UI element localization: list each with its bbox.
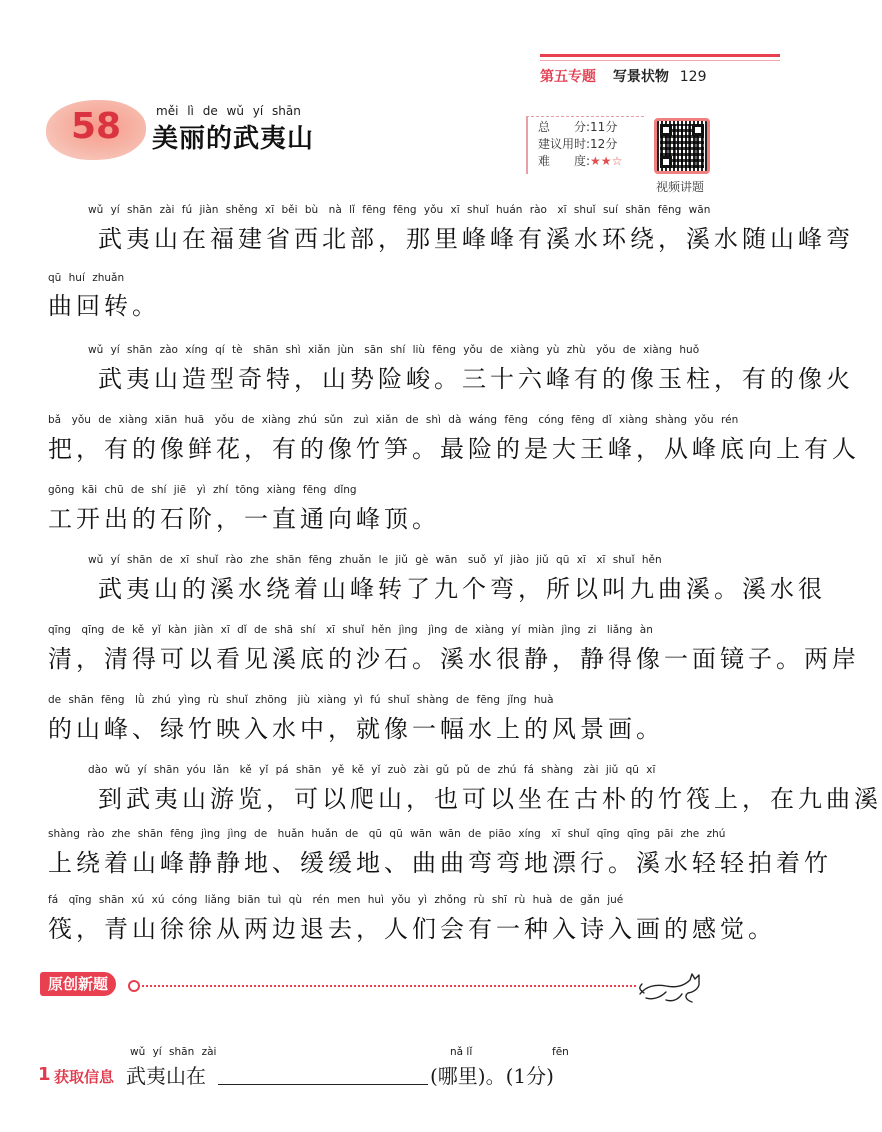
line-pinyin: fá qīng shān xú xú cóng liǎng biān tuì qù rén men huì yǒu yì zhǒng rù shī rù huà de gǎn jué: [48, 894, 624, 906]
qr-corner-icon: [660, 156, 672, 168]
line-text: 武夷山造型奇特，山势险峻。三十六峰有的像玉柱，有的像火: [70, 365, 854, 393]
passage-line: [48, 622, 860, 674]
passage-line: [70, 762, 882, 814]
question-suffix: (哪里)。(1分): [430, 1064, 554, 1088]
section-dot-icon: [128, 980, 140, 992]
line-text: 武夷山在福建省西北部，那里峰峰有溪水环绕，溪水随山峰弯: [70, 225, 854, 253]
suggested-time-label: 建议用时:: [538, 137, 591, 151]
line-pinyin: gōng kāi chū de shí jiē yì zhí tōng xiàng fēng dǐng: [48, 484, 357, 496]
difficulty-row: [538, 153, 644, 170]
subtopic-label: 写景状物: [612, 69, 669, 85]
line-text: 上绕着山峰静静地、缓缓地、曲曲弯弯地漂行。溪水轻轻拍着竹: [48, 849, 832, 877]
total-score-row: [538, 119, 644, 136]
line-text: 武夷山的溪水绕着山峰转了九个弯，所以叫九曲溪。溪水很: [70, 575, 826, 603]
difficulty-label: 难 度:: [538, 154, 591, 168]
line-pinyin: wǔ yí shān zào xíng qí tè shān shì xiǎn jùn sān shí liù fēng yǒu de xiàng yù zhù yǒu de xiàng huǒ: [88, 344, 700, 356]
line-pinyin: bǎ yǒu de xiàng xiān huā yǒu de xiàng zhú sǔn zuì xiǎn de shì dà wáng fēng cóng fēng dǐ xiàng shàng yǒu rén: [48, 414, 739, 426]
passage-line: [48, 482, 440, 534]
video-explanation-label: 视频讲题: [656, 180, 705, 194]
where-pinyin: nǎ lǐ: [450, 1046, 473, 1058]
header-rule: [540, 54, 780, 57]
header-rule-thin: [540, 60, 780, 61]
line-text: 的山峰、绿竹映入水中，就像一幅水上的风景画。: [48, 715, 664, 743]
lesson-number: 58: [70, 106, 122, 147]
cat-icon: [636, 966, 706, 1006]
fen-pinyin: fēn: [552, 1046, 569, 1058]
line-text: 清，清得可以看见溪底的沙石。溪水很静，静得像一面镜子。两岸: [48, 645, 860, 673]
line-pinyin: qū huí zhuǎn: [48, 272, 125, 284]
line-text: 筏，青山徐徐从两边退去，人们会有一种入诗入画的感觉。: [48, 915, 776, 943]
qr-corner-icon: [692, 124, 704, 136]
passage-line: [70, 202, 854, 254]
line-pinyin: dào wǔ yí shān yóu lǎn kě yǐ pá shān yě kě yǐ zuò zài gǔ pǔ de zhú fá shàng zài jiǔ qū xī: [88, 764, 656, 776]
question-number: 1: [38, 1064, 51, 1085]
topic-label: 第五专题: [540, 69, 596, 85]
line-pinyin: wǔ yí shān de xī shuǐ rào zhe shān fēng zhuǎn le jiǔ gè wān suǒ yǐ jiào jiǔ qū xī xī shuǐ hěn: [88, 554, 662, 566]
qr-corner-icon: [660, 124, 672, 136]
section-divider: [142, 985, 636, 987]
difficulty-stars: ★★☆: [590, 154, 623, 168]
title-pinyin: měi lì de wǔ yí shān: [156, 104, 301, 118]
line-pinyin: shàng rào zhe shān fēng jìng jìng de huǎn huǎn de qū qū wān wān de piāo xíng xī shuǐ qīng qīng pāi zhe zhú: [48, 828, 726, 840]
line-text: 把，有的像鲜花，有的像竹笋。最险的是大王峰，从峰底向上有人: [48, 435, 860, 463]
passage-line: [48, 412, 860, 464]
line-text: 曲回转。: [48, 292, 160, 320]
total-score-value: 11分: [590, 120, 618, 134]
passage-line: [48, 826, 832, 878]
line-text: 到武夷山游览，可以爬山，也可以坐在古朴的竹筏上，在九曲溪: [70, 785, 882, 813]
line-pinyin: qīng qīng de kě yǐ kàn jiàn xī dǐ de shā shí xī shuǐ hěn jìng jìng de xiàng yí miàn jìng zi liǎng àn: [48, 624, 653, 636]
suggested-time-value: 12分: [590, 137, 618, 151]
question-type: 获取信息: [54, 1068, 115, 1086]
page-header: [540, 66, 706, 86]
suggested-time-row: [538, 136, 644, 153]
page-number: 129: [679, 69, 707, 85]
question-pinyin: wǔ yí shān zài: [130, 1046, 217, 1058]
passage-line: [48, 892, 776, 944]
passage-line: [70, 342, 854, 394]
lesson-title: 美丽的武夷山: [152, 124, 315, 154]
passage-line: [48, 692, 664, 744]
line-pinyin: wǔ yí shān zài fú jiàn shěng xī běi bù nà lǐ fēng fēng yǒu xī shuǐ huán rào xī shuǐ suí shān fēng wān: [88, 204, 711, 216]
total-score-label: 总 分:: [538, 120, 591, 134]
line-text: 工开出的石阶，一直通向峰顶。: [48, 505, 440, 533]
lesson-info-box: [526, 116, 644, 174]
question-prefix: 武夷山在: [126, 1064, 206, 1088]
line-pinyin: de shān fēng lǜ zhú yìng rù shuǐ zhōng jiù xiàng yì fú shuǐ shàng de fēng jǐng huà: [48, 694, 554, 706]
passage-line: [48, 272, 160, 321]
passage-line: [70, 552, 826, 604]
answer-blank[interactable]: [218, 1084, 428, 1085]
section-banner: 原创新题: [40, 972, 116, 996]
